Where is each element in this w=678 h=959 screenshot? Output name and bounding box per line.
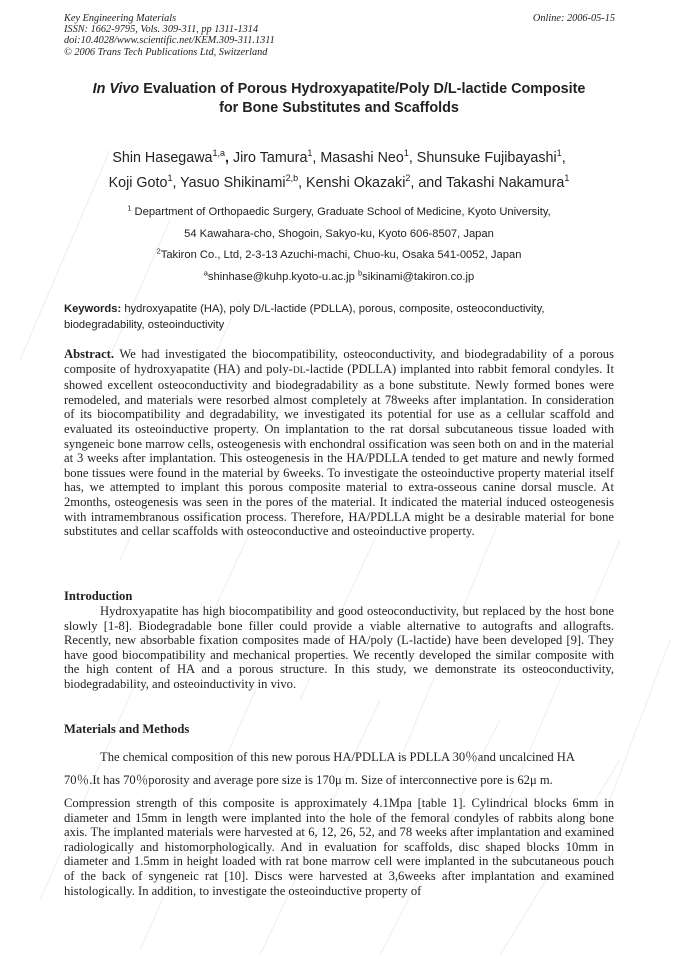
affiliation-2: Takiron Co., Ltd, 2-3-13 Azuchi-machi, Chuo-ku, Osaka 541-0052, Japan: [160, 249, 522, 261]
aff-sup: 1: [127, 203, 132, 213]
author-sup: 1: [564, 173, 570, 184]
copyright-line: © 2006 Trans Tech Publications Ltd, Switzerland: [64, 46, 268, 58]
methods-line2: 70％.It has 70％porosity and average pore size is 170μ m. Size of interconnective pore is 62μ m.: [64, 773, 553, 787]
journal-name: Key Engineering Materials: [64, 13, 177, 24]
paper-title: [40, 80, 638, 118]
email-link[interactable]: shinhase@kuhp.kyoto-u.ac.jp: [207, 270, 355, 283]
aff-sup: 2: [156, 246, 161, 256]
author: Takashi Nakamura: [445, 175, 565, 191]
author-list: Shin Hasegawa$^{1,a}$, Jiro Tamura$^1$, Masashi Neo$^1$, Shunsuke Fujibayashi$^1$, Koji Goto$^1$, Yasuo Shikinami$^{2,b}$, Kenshi Okazaki$^2$, and Takashi Nakamura$^1$: [108, 148, 570, 191]
author: Shin Hasegawa: [112, 150, 213, 166]
affiliation-1-address: 54 Kawahara-cho, Shogoin, Sakyo-ku, Kyoto 606-8507, Japan: [184, 227, 494, 240]
author: Jiro Tamura: [232, 150, 308, 166]
author-sup: 2: [405, 173, 411, 184]
doi-line: doi:10.4028/www.scientific.net/KEM.309-311.1311: [64, 35, 275, 47]
author-sup: 1: [403, 148, 409, 159]
keywords-label: Keywords:: [64, 303, 122, 315]
keywords: [64, 302, 614, 333]
section-heading-introduction: Introduction: [64, 589, 133, 603]
keywords-text: hydroxyapatite (HA), poly D/L-lactide (PDLLA), porous, composite, osteoconductivity, biodegradability, osteoinductivity: [64, 303, 545, 331]
author: Yasuo Shikinami: [180, 175, 286, 191]
author: Kenshi Okazaki: [306, 175, 406, 191]
section-heading-methods: Materials and Methods: [64, 722, 190, 736]
title-italic: In Vivo: [92, 81, 140, 97]
abstract-text: We had investigated the biocompatibility, osteoconductivity, and biodegradability of a porous composite of hydroxyapatite (HA) and poly-: [64, 347, 614, 376]
author-sup: 1: [556, 148, 562, 159]
author-and: and: [418, 175, 443, 191]
running-header: [64, 13, 275, 58]
email-sup: a: [203, 267, 208, 277]
author-sup: 1,a: [212, 148, 225, 159]
abstract-text-rest: -lactide (PDLLA) implanted into rabbit femoral condyles. It showed excellent osteoconductivity and biodegradability as a bone substitute. Newly formed bones were remodeled, and materials were resorbed almost completely at 78weeks after implantation. In consideration of its biocompatibility and degradability, we investigated its potential for use as a cellular scaffold and evaluated its osteoinductive property. On implantation to the rat dorsal subcutaneous tissue loaded with syngeneic bone marrow cells, osteogenesis with enchondral ossification was seen both on and in the material at 3 weeks after implantation. This osteogenesis in the HA/PDLLA tended to get mature and newly formed bone tissues were found in the material by 6weeks. To investigate the osteoinductive property material itself has, we attempted to implant this porous composite material to extra-osseous canine dorsal muscle. At 2months, osteogenesis was seen in the pores of the material. It indicated the material induced osteogenesis with intramembranous ossification process. Therefore, HA/PDLLA might be a desirable material for bone substitutes and cellar scaffolds with osteoconductive and osteoinductive property.: [64, 361, 614, 539]
methods-text: Compression strength of this composite is approximately 4.1Mpa [table 1]. Cylindrical blocks 6mm in diameter and 15mm in length were implanted into the hole of the femoral condyles of rabbits along bone axis. The implanted materials were harvested at 6, 12, 26, 52, and 78 weeks after implantation and examined radiologically and histomorphologically. And in evaluation for scaffolds, disc shaped blocks 10mm in diameter and 1.5mm in height loaded with rat bone marrow cell were implanted in the subcutaneous pouch of the back of syngeneic rat [10]. Discs were harvested at 3,6weeks after implantation and examined histologically. In addition, to investigate the osteoinductive property of: [64, 796, 614, 898]
author-sup: 1: [167, 173, 173, 184]
author: Masashi Neo: [320, 150, 404, 166]
methods-line1: The chemical composition of this new porous HA/PDLLA is PDLLA 30％and uncalcined HA: [100, 750, 575, 764]
email-sup: b: [357, 267, 363, 277]
affiliation-1: Department of Orthopaedic Surgery, Graduate School of Medicine, Kyoto University,: [134, 206, 551, 218]
title-line1: Evaluation of Porous Hydroxyapatite/Poly D/L-lactide Composite: [139, 81, 586, 97]
issn-line: ISSN: 1662-9795, Vols. 309-311, pp 1311-1314: [64, 24, 259, 36]
affiliations: [40, 202, 638, 288]
email-link[interactable]: sikinami@takiron.co.jp: [362, 270, 475, 283]
introduction-text: Hydroxyapatite has high biocompatibility and good osteoconductivity, but replaced by the host bone slowly [1-8]. Biodegradable bone filler could provide a viable alternative to autografts and allografts. Recently, new absorbable fixation composites made of HA/poly (L-lactide) have been developed [9]. They have good biocompatibility and mechanical properties. We recently developed the similar composite with the high content of HA and a porous structure. In this study, we demonstrate its osteoconductivity, biodegradability, and osteoinductivity in vivo.: [64, 604, 614, 691]
abstract: [64, 347, 614, 539]
author-sup: 2,b: [285, 173, 299, 184]
abstract-text-sc: DL: [292, 365, 306, 376]
abstract-label: Abstract.: [64, 347, 115, 361]
author: Koji Goto: [108, 175, 168, 191]
title-line2: for Bone Substitutes and Scaffolds: [219, 100, 459, 116]
online-date: Online: 2006-05-15: [532, 13, 615, 24]
author: Shunsuke Fujibayashi: [416, 150, 557, 166]
author-sup: 1: [307, 148, 313, 159]
